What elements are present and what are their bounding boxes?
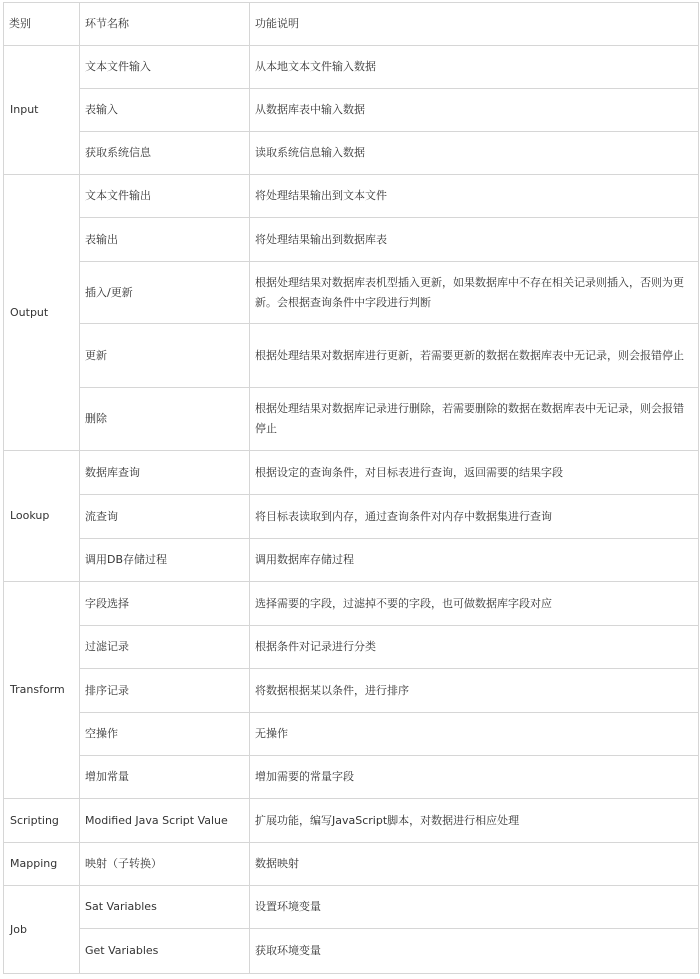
description-cell: 设置环境变量	[250, 886, 699, 929]
description-cell: 根据处理结果对数据库表机型插入更新，如果数据库中不存在相关记录则插入，否则为更新。会根据查询条件中字段进行判断	[250, 262, 699, 324]
category-cell: Lookup	[4, 451, 80, 582]
description-cell: 增加需要的常量字段	[250, 756, 699, 799]
header-description: 功能说明	[250, 3, 699, 46]
table-row	[4, 843, 699, 886]
step-name-cell: 表输入	[80, 89, 250, 132]
table-row	[4, 132, 699, 175]
step-name-cell: 排序记录	[80, 669, 250, 713]
step-name-cell: 调用DB存储过程	[80, 539, 250, 582]
step-name-cell: 获取系统信息	[80, 132, 250, 175]
step-name-cell: 删除	[80, 388, 250, 451]
category-cell: Job	[4, 886, 80, 974]
description-cell: 将处理结果输出到文本文件	[250, 175, 699, 218]
step-name-cell: 增加常量	[80, 756, 250, 799]
table-row	[4, 495, 699, 539]
table-row	[4, 218, 699, 262]
description-cell: 数据映射	[250, 843, 699, 886]
table-row	[4, 756, 699, 799]
header-step-name: 环节名称	[80, 3, 250, 46]
table-row	[4, 324, 699, 388]
table-row	[4, 451, 699, 495]
table-row	[4, 46, 699, 89]
etl-steps-table	[3, 2, 699, 974]
step-name-cell: 插入/更新	[80, 262, 250, 324]
description-cell: 根据条件对记录进行分类	[250, 626, 699, 669]
step-name-cell: Get Variables	[80, 929, 250, 974]
description-cell: 无操作	[250, 713, 699, 756]
description-cell: 从数据库表中输入数据	[250, 89, 699, 132]
description-cell: 获取环境变量	[250, 929, 699, 974]
step-name-cell: 字段选择	[80, 582, 250, 626]
description-cell: 读取系统信息输入数据	[250, 132, 699, 175]
header-category: 类别	[4, 3, 80, 46]
step-name-cell: 空操作	[80, 713, 250, 756]
step-name-cell: 流查询	[80, 495, 250, 539]
table-row	[4, 713, 699, 756]
step-name-cell: 数据库查询	[80, 451, 250, 495]
category-cell: Mapping	[4, 843, 80, 886]
step-name-cell: Sat Variables	[80, 886, 250, 929]
description-cell: 根据处理结果对数据库记录进行删除，若需要删除的数据在数据库表中无记录，则会报错停止	[250, 388, 699, 451]
table-row	[4, 669, 699, 713]
step-name-cell: 文本文件输入	[80, 46, 250, 89]
step-name-cell: 表输出	[80, 218, 250, 262]
category-cell: Transform	[4, 582, 80, 799]
description-cell: 将数据根据某以条件，进行排序	[250, 669, 699, 713]
category-cell: Scripting	[4, 799, 80, 843]
table-row	[4, 175, 699, 218]
table-row	[4, 582, 699, 626]
description-cell: 调用数据库存储过程	[250, 539, 699, 582]
category-cell: Input	[4, 46, 80, 175]
table-row	[4, 799, 699, 843]
table-row	[4, 89, 699, 132]
description-cell: 扩展功能，编写JavaScript脚本，对数据进行相应处理	[250, 799, 699, 843]
description-cell: 从本地文本文件输入数据	[250, 46, 699, 89]
step-name-cell: Modified Java Script Value	[80, 799, 250, 843]
description-cell: 选择需要的字段，过滤掉不要的字段，也可做数据库字段对应	[250, 582, 699, 626]
step-name-cell: 文本文件输出	[80, 175, 250, 218]
category-cell: Output	[4, 175, 80, 451]
description-cell: 将处理结果输出到数据库表	[250, 218, 699, 262]
header-row	[4, 3, 699, 46]
table-row	[4, 929, 699, 974]
table-row	[4, 539, 699, 582]
description-cell: 根据处理结果对数据库进行更新，若需要更新的数据在数据库表中无记录，则会报错停止	[250, 324, 699, 388]
table-row	[4, 886, 699, 929]
step-name-cell: 更新	[80, 324, 250, 388]
step-name-cell: 过滤记录	[80, 626, 250, 669]
table-row	[4, 388, 699, 451]
description-cell: 根据设定的查询条件，对目标表进行查询，返回需要的结果字段	[250, 451, 699, 495]
step-name-cell: 映射（子转换）	[80, 843, 250, 886]
table-row	[4, 262, 699, 324]
description-cell: 将目标表读取到内存，通过查询条件对内存中数据集进行查询	[250, 495, 699, 539]
table-row	[4, 626, 699, 669]
